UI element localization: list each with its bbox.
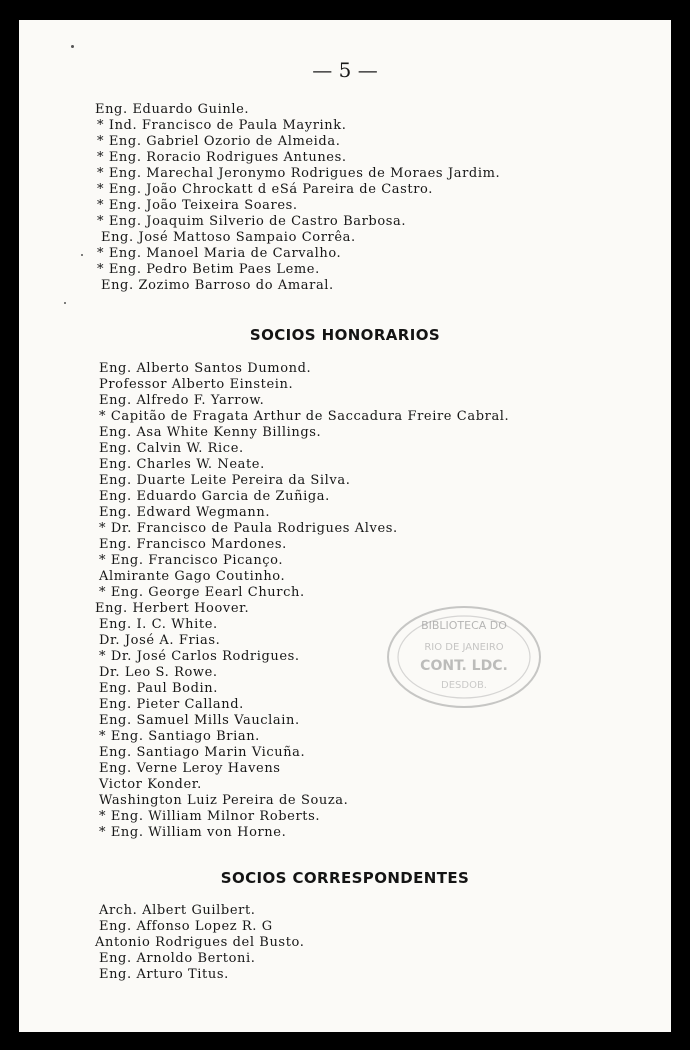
list-item: Eng. Arturo Titus. [99,967,229,982]
list-item: * Eng. Roracio Rodrigues Antunes. [97,150,347,165]
list-item: Victor Konder. [99,777,202,792]
list-item: * Eng. Gabriel Ozorio de Almeida. [97,134,341,149]
list-item: * Eng. João Teixeira Soares. [97,198,298,213]
list-item: Dr. Leo S. Rowe. [99,665,218,680]
list-item: * Eng. William von Horne. [99,825,287,840]
stamp-line2: RIO DE JANEIRO [424,642,504,653]
list-item: Eng. Alberto Santos Dumond. [99,361,312,376]
list-item: Eng. Verne Leroy Havens [99,761,281,776]
page-number: — 5 — [312,58,378,82]
list-item: * Eng. João Chrockatt d eSá Pareira de Castro. [97,182,433,197]
list-item: Dr. José A. Frias. [99,633,221,648]
list-item: Eng. Pieter Calland. [99,697,244,712]
list-item: * Eng. Francisco Picanço. [99,553,284,568]
list-item: Eng. José Mattoso Sampaio Corrêa. [101,230,356,245]
list-item: * Ind. Francisco de Paula Mayrink. [97,118,347,133]
document-page [19,20,671,1032]
list-item: Eng. Charles W. Neate. [99,457,265,472]
list-item: * Eng. Manoel Maria de Carvalho. [97,246,342,261]
list-item: * Eng. Santiago Brian. [99,729,260,744]
list-item: Eng. Zozimo Barroso do Amaral. [101,278,334,293]
section-heading-correspondentes: SOCIOS CORRESPONDENTES [220,869,470,887]
library-stamp [384,602,544,717]
scan-speck [71,45,74,48]
list-item: * Eng. Joaquim Silverio de Castro Barbosa. [97,214,407,229]
list-item: * Eng. Pedro Betim Paes Leme. [97,262,320,277]
stamp-icon [384,602,544,712]
stamp-line3: CONT. LDC. [420,658,508,674]
list-item: Eng. Arnoldo Bertoni. [99,951,256,966]
list-item: Eng. Santiago Marin Vicuña. [99,745,306,760]
list-item: * Eng. William Milnor Roberts. [99,809,321,824]
list-item: Arch. Albert Guilbert. [99,903,256,918]
stamp-line4: DESDOB. [441,680,487,691]
list-item: Eng. Alfredo F. Yarrow. [99,393,265,408]
list-item: Eng. Asa White Kenny Billings. [99,425,322,440]
list-item: Washington Luiz Pereira de Souza. [99,793,349,808]
list-item: Eng. Herbert Hoover. [95,601,250,616]
scan-speck [64,302,66,304]
list-item: * Capitão de Fragata Arthur de Saccadura Freire Cabral. [99,409,510,424]
list-item: Eng. Duarte Leite Pereira da Silva. [99,473,351,488]
section-heading-honorarios: SOCIOS HONORARIOS [249,326,441,344]
list-item: * Dr. José Carlos Rodrigues. [99,649,300,664]
list-item: Eng. Eduardo Guinle. [95,102,250,117]
list-item: Eng. I. C. White. [99,617,218,632]
scan-speck [81,254,83,256]
list-item: Professor Alberto Einstein. [99,377,294,392]
list-item: Eng. Samuel Mills Vauclain. [99,713,300,728]
list-item: * Eng. Marechal Jeronymo Rodrigues de Moraes Jardim. [97,166,501,181]
list-item: * Eng. George Eearl Church. [99,585,305,600]
list-item: Eng. Paul Bodin. [99,681,218,696]
stamp-line1: BIBLIOTECA DO [421,619,507,632]
list-item: Eng. Eduardo Garcia de Zuñiga. [99,489,330,504]
list-item: Antonio Rodrigues del Busto. [95,935,305,950]
list-item: Eng. Affonso Lopez R. G [99,919,273,934]
list-item: Eng. Francisco Mardones. [99,537,287,552]
list-item: Eng. Edward Wegmann. [99,505,271,520]
list-item: Eng. Calvin W. Rice. [99,441,244,456]
list-item: * Dr. Francisco de Paula Rodrigues Alves. [99,521,398,536]
list-item: Almirante Gago Coutinho. [99,569,286,584]
